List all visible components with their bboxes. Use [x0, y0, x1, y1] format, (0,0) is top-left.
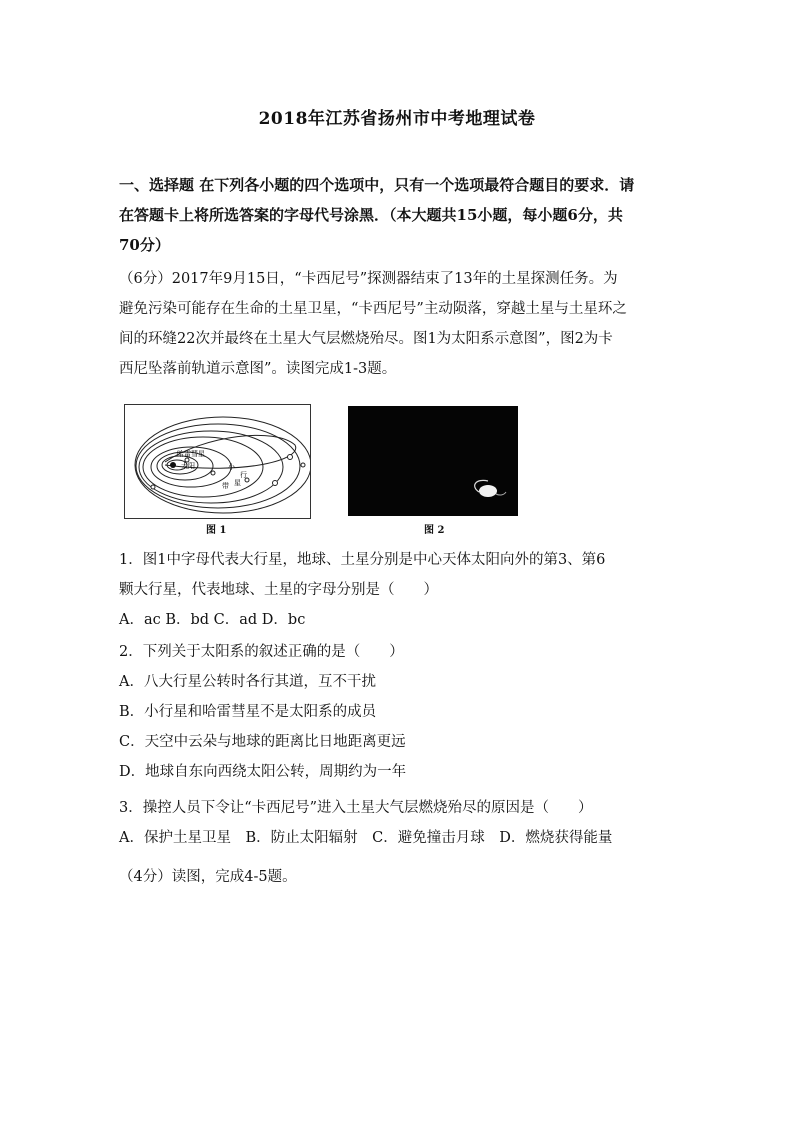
label-belt-2: 行 [240, 471, 247, 479]
section-line-2: 在答题卡上将所选答案的字母代号涂黑．（本大题共15小题，每小题6分，共 [119, 206, 623, 224]
question-2-option-b: B．小行星和哈雷彗星不是太阳系的成员 [119, 704, 377, 720]
intro-line-2: 避免污染可能存在生命的土星卫星，“卡西尼号”主动陨落，穿越土星与土星环之 [119, 301, 627, 317]
question-2-stem: 2．下列关于太阳系的叙述正确的是（ ） [119, 644, 404, 660]
label-sun: 太阳 [181, 462, 195, 470]
orbit-diagram [348, 406, 518, 516]
figure-1-solar-system [124, 404, 311, 519]
section-line-3: 70分） [119, 236, 170, 254]
question-intro [119, 264, 679, 384]
question-1 [119, 545, 679, 635]
label-comet: 哈雷彗星 [177, 450, 205, 458]
question-3-stem: 3．操控人员下令让“卡西尼号”进入土星大气层燃烧殆尽的原因是（ ） [119, 800, 593, 816]
question-3 [119, 793, 679, 853]
next-question-intro: （4分）读图，完成4-5题。 [119, 869, 297, 885]
question-2-option-d: D．地球自东向西绕太阳公转，周期约为一年 [119, 764, 407, 780]
figure-2-orbit [348, 406, 518, 516]
label-belt-4: 带 [222, 482, 229, 490]
question-2-option-a: A．八大行星公转时各行其道，互不干扰 [119, 674, 376, 690]
figure-1-caption: 图 1 [206, 525, 227, 536]
figure-2-caption: 图 2 [424, 525, 445, 536]
intro-line-1: （6分）2017年9月15日，“卡西尼号”探测器结束了13年的土星探测任务。为 [119, 271, 618, 287]
intro-line-3: 间的环缝22次并最终在土星大气层燃烧殆尽。图1为太阳系示意图”，图2为卡 [119, 331, 613, 347]
section-line-1: 一、选择题 在下列各小题的四个选项中，只有一个选项最符合题目的要求．请 [119, 176, 635, 194]
question-1-line-2: 颗大行星，代表地球、土星的字母分别是（ ） [119, 582, 438, 598]
question-1-line-1: 1．图1中字母代表大行星，地球、土星分别是中心天体太阳向外的第3、第6 [119, 552, 606, 568]
label-belt-1: 小 [228, 463, 235, 471]
intro-line-4: 西尼坠落前轨道示意图”。读图完成1-3题。 [119, 361, 397, 377]
label-belt-3: 星 [234, 479, 241, 487]
question-2-option-c: C．天空中云朵与地球的距离比日地距离更远 [119, 734, 406, 750]
question-2 [119, 637, 679, 787]
solar-system-diagram [125, 405, 310, 518]
question-3-options: A．保护土星卫星 B．防止太阳辐射 C．避免撞击月球 D．燃烧获得能量 [119, 830, 613, 846]
page-title: 2018年江苏省扬州市中考地理试卷 [258, 109, 536, 129]
question-1-options: A．ac B．bd C．ad D．bc [119, 612, 306, 628]
section-heading [119, 170, 679, 260]
figures [124, 404, 524, 544]
